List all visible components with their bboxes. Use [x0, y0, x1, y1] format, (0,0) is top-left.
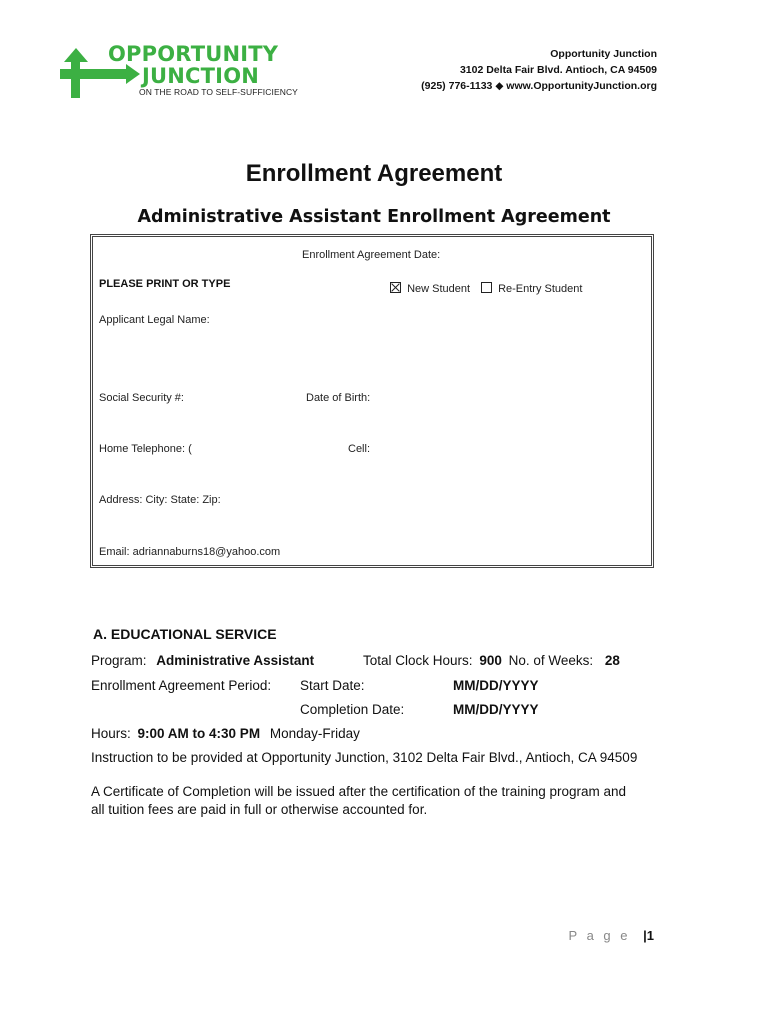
hours-weeks-row [363, 653, 620, 668]
logo-line-2: JUNCTION [142, 64, 260, 88]
home-phone-label: Home Telephone: ( [99, 443, 192, 455]
page-word: P a g e [568, 928, 631, 943]
ssn-label: Social Security #: [99, 392, 184, 404]
certificate-line-1: A Certificate of Completion will be issued after the certification of the training program and [91, 784, 627, 799]
print-instruction: PLEASE PRINT OR TYPE [99, 278, 231, 290]
program-label: Program: [91, 653, 147, 668]
clock-hours-value: 900 [479, 653, 502, 668]
hours-label: Hours: [91, 726, 131, 741]
logo-line-1: OPPORTUNITY [108, 42, 279, 66]
period-label: Enrollment Agreement Period: [91, 678, 272, 693]
legal-name-label: Applicant Legal Name: [99, 314, 210, 326]
address-label: Address: City: State: Zip: [99, 494, 221, 506]
page-footer [569, 928, 654, 943]
page-separator: | [643, 928, 647, 943]
start-date-label: Start Date: [300, 678, 365, 693]
hours-row [91, 726, 360, 741]
program-row [91, 653, 314, 668]
new-student-option[interactable] [390, 282, 470, 295]
reentry-student-option[interactable] [481, 282, 582, 295]
weeks-label: No. of Weeks: [508, 653, 594, 668]
contact-address: 3102 Delta Fair Blvd. Antioch, CA 94509 [459, 64, 657, 76]
reentry-student-label: Re-Entry Student [498, 283, 583, 295]
new-student-label: New Student [407, 283, 471, 295]
page-number: 1 [646, 928, 654, 943]
cell-label: Cell: [348, 443, 371, 455]
reentry-student-checkbox[interactable] [481, 282, 492, 293]
contact-name: Opportunity Junction [550, 48, 657, 60]
start-date-value: MM/DD/YYYY [453, 678, 539, 693]
dob-label: Date of Birth: [306, 392, 371, 404]
completion-date-label: Completion Date: [300, 702, 405, 717]
hours-value: 9:00 AM to 4:30 PM [137, 726, 261, 741]
program-value: Administrative Assistant [156, 653, 315, 668]
agreement-date-label: Enrollment Agreement Date: [302, 249, 441, 261]
page-subtitle: Administrative Assistant Enrollment Agreement [137, 207, 611, 227]
completion-date-value: MM/DD/YYYY [453, 702, 539, 717]
logo-tagline: ON THE ROAD TO SELF-SUFFICIENCY [139, 87, 298, 97]
instruction-location: Instruction to be provided at Opportunity Junction, 3102 Delta Fair Blvd., Antioch, CA 94509 [91, 750, 638, 765]
certificate-line-2: all tuition fees are paid in full or otherwise accounted for. [91, 802, 428, 817]
days-value: Monday-Friday [269, 726, 360, 741]
contact-phone-web: (925) 776-1133 ◆ www.OpportunityJunction.org [421, 80, 657, 92]
clock-hours-label: Total Clock Hours: [363, 653, 473, 668]
section-a-heading: A. EDUCATIONAL SERVICE [93, 626, 277, 642]
email-label: Email: adriannaburns18@yahoo.com [99, 546, 281, 558]
weeks-value: 28 [604, 653, 620, 668]
page-title: Enrollment Agreement [245, 160, 503, 187]
new-student-checkbox[interactable] [390, 282, 401, 293]
